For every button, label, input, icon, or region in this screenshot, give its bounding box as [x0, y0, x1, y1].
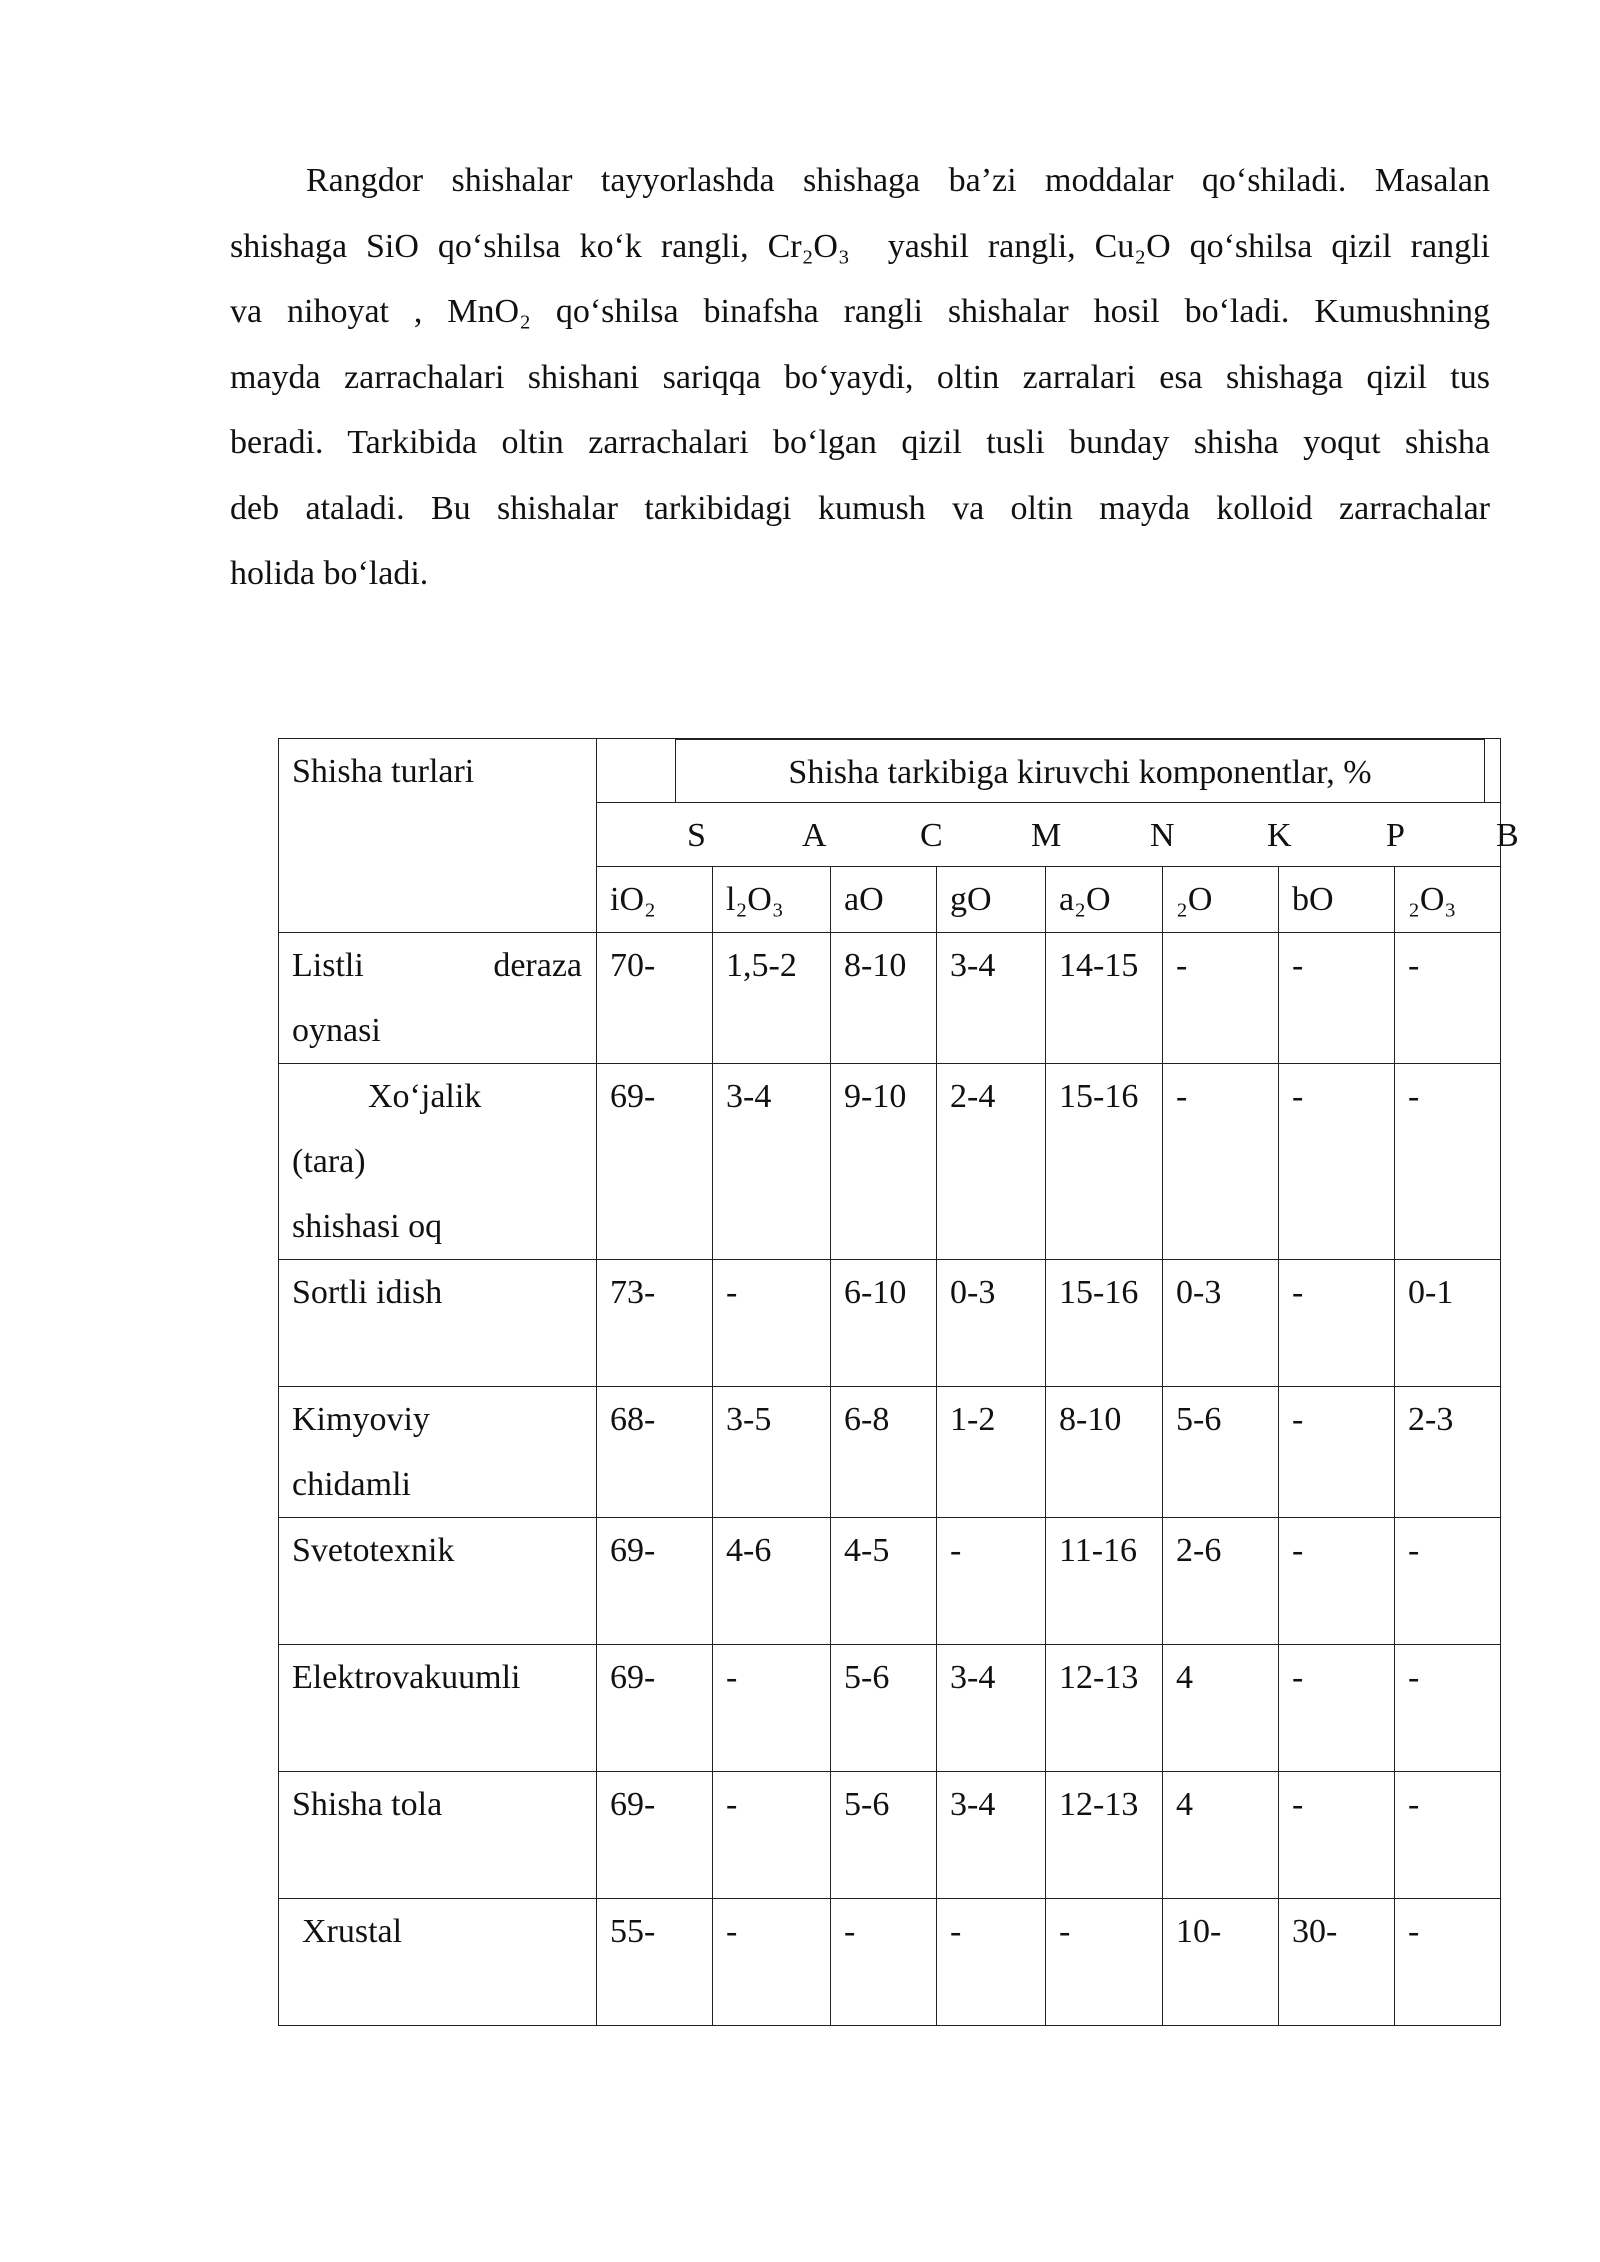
table-cell: 5-6	[831, 1645, 937, 1772]
table-cell: 69-	[597, 1645, 713, 1772]
table-cell: -	[1395, 1772, 1501, 1899]
table-cell: -	[1395, 1518, 1501, 1645]
table-cell: 2-3	[1395, 1387, 1501, 1518]
paragraph-line-text: holida bo‘ladi.	[230, 555, 429, 592]
table-cell: -	[1046, 1899, 1163, 2026]
table-cell: 3-4	[937, 933, 1046, 1064]
table-cell: 11-16	[1046, 1518, 1163, 1645]
row-name	[279, 1387, 597, 1518]
table-cell: 69-	[597, 1518, 713, 1645]
paragraph-line	[230, 541, 1490, 607]
row-name	[279, 1645, 597, 1772]
table-row	[279, 1899, 1501, 2026]
table-cell: -	[831, 1899, 937, 2026]
table-cell: 3-4	[937, 1645, 1046, 1772]
table-cell: 0-3	[1163, 1260, 1279, 1387]
table-cell: 5-6	[831, 1772, 937, 1899]
split-letter: N	[1150, 817, 1175, 854]
column-header: l₂O₃	[713, 867, 831, 933]
split-letters-cell	[597, 803, 1519, 867]
paragraph-line-text: beradi. Tarkibida oltin zarrachalari bo‘lgan qizil tusli bunday shisha yoqut shisha	[230, 424, 1490, 461]
table-cell: 69-	[597, 1772, 713, 1899]
table-cell: 2-6	[1163, 1518, 1279, 1645]
table-cell: -	[937, 1899, 1046, 2026]
header-row-group	[279, 739, 1501, 803]
group-header: Shisha tarkibiga kiruvchi komponentlar, %	[675, 739, 1485, 803]
table-cell: 15-16	[1046, 1260, 1163, 1387]
split-letter: P	[1386, 817, 1405, 854]
row-name	[279, 1518, 597, 1645]
table-cell: -	[1279, 1645, 1395, 1772]
table-cell: -	[1395, 1899, 1501, 2026]
table-cell: -	[937, 1518, 1046, 1645]
table-cell: 0-1	[1395, 1260, 1501, 1387]
table-row	[279, 1387, 1501, 1518]
row-name-word: deraza	[493, 947, 582, 984]
table-row	[279, 1064, 1501, 1260]
row-name-line: oynasi	[292, 1012, 381, 1049]
table-cell: -	[713, 1260, 831, 1387]
table-cell: 8-10	[1046, 1387, 1163, 1518]
row-name-line: Sortli idish	[292, 1274, 443, 1311]
table-cell: -	[713, 1645, 831, 1772]
table-cell: -	[1279, 1260, 1395, 1387]
row-name-line: shishasi oq	[292, 1208, 443, 1245]
intro-paragraph	[230, 148, 1490, 607]
paragraph-line	[230, 410, 1490, 476]
row-name-line: (tara)	[292, 1143, 366, 1180]
group-header-cell	[597, 739, 1501, 803]
table-cell: 10-	[1163, 1899, 1279, 2026]
table-cell: 4	[1163, 1772, 1279, 1899]
table-cell: 6-10	[831, 1260, 937, 1387]
row-name	[279, 933, 597, 1064]
table-cell: -	[713, 1899, 831, 2026]
table-cell: -	[1163, 1064, 1279, 1260]
table-cell: 70-	[597, 933, 713, 1064]
row-name	[279, 1064, 597, 1260]
paragraph-line	[230, 148, 1490, 214]
table-cell: 15-16	[1046, 1064, 1163, 1260]
split-letter: C	[920, 817, 943, 854]
table-cell: -	[713, 1772, 831, 1899]
column-header: iO₂	[597, 867, 713, 933]
table-cell: -	[1279, 1518, 1395, 1645]
paragraph-line-text: Rangdor shishalar tayyorlashda shishaga ba’zi moddalar qo‘shiladi. Masalan	[306, 162, 1490, 199]
split-letter: K	[1267, 817, 1292, 854]
paragraph-line	[230, 279, 1490, 345]
table-row	[279, 933, 1501, 1064]
table-cell: 14-15	[1046, 933, 1163, 1064]
paragraph-line-text: va nihoyat , MnO₂ qo‘shilsa binafsha rangli shishalar hosil bo‘ladi. Kumushning	[230, 293, 1490, 330]
column-header: a₂O	[1046, 867, 1163, 933]
table-row	[279, 1518, 1501, 1645]
table-cell: 3-5	[713, 1387, 831, 1518]
row-name-line: Elektrovakuumli	[292, 1659, 521, 1696]
table-cell: -	[1395, 1064, 1501, 1260]
split-letters	[597, 803, 1519, 866]
table-row	[279, 1645, 1501, 1772]
paragraph-line-text: deb ataladi. Bu shishalar tarkibidagi kumush va oltin mayda kolloid zarrachalar	[230, 489, 1490, 527]
row-name	[279, 1899, 597, 2026]
table-cell: 3-4	[937, 1772, 1046, 1899]
row-name-line: Xrustal	[302, 1913, 403, 1950]
row-name-line: Kimyoviy	[292, 1401, 430, 1438]
row-name-line: Shisha tola	[292, 1786, 443, 1823]
table-cell: 68-	[597, 1387, 713, 1518]
row-name	[279, 1772, 597, 1899]
paragraph-line	[230, 476, 1490, 542]
split-letter: S	[687, 817, 706, 854]
table-cell: 6-8	[831, 1387, 937, 1518]
table-cell: 9-10	[831, 1064, 937, 1260]
paragraph-line-text: mayda zarrachalari shishani sariqqa bo‘yaydi, oltin zarralari esa shishaga qizil tus	[230, 358, 1490, 396]
column-header: aO	[831, 867, 937, 933]
table-row	[279, 1260, 1501, 1387]
column-header: bO	[1279, 867, 1395, 933]
glass-composition-table	[278, 738, 1519, 2026]
table-cell: 4-5	[831, 1518, 937, 1645]
table-cell: -	[1395, 1645, 1501, 1772]
split-letter: B	[1496, 817, 1519, 854]
split-letter: M	[1031, 817, 1062, 854]
row-name-line	[292, 933, 596, 998]
column-header: ₂O₃	[1395, 867, 1501, 933]
table-cell: 12-13	[1046, 1645, 1163, 1772]
corner-header: Shisha turlari	[279, 739, 597, 933]
split-letter: A	[802, 817, 827, 854]
table-cell: 73-	[597, 1260, 713, 1387]
table-cell: 55-	[597, 1899, 713, 2026]
row-name	[279, 1260, 597, 1387]
table-cell: 3-4	[713, 1064, 831, 1260]
table-cell: 30-	[1279, 1899, 1395, 2026]
table-cell: -	[1395, 933, 1501, 1064]
table-cell: 4	[1163, 1645, 1279, 1772]
table-cell: 2-4	[937, 1064, 1046, 1260]
table-cell: 69-	[597, 1064, 713, 1260]
column-header: ₂O	[1163, 867, 1279, 933]
column-header: gO	[937, 867, 1046, 933]
table-cell: 12-13	[1046, 1772, 1163, 1899]
table-cell: -	[1279, 933, 1395, 1064]
row-name-line: Xo‘jalik	[368, 1078, 482, 1115]
table-cell: -	[1279, 1064, 1395, 1260]
table-cell: 0-3	[937, 1260, 1046, 1387]
paragraph-line-text: shishaga SiO qo‘shilsa ko‘k rangli, Cr₂O₃ yashil rangli, Cu₂O qo‘shilsa qizil rangli	[230, 227, 1490, 265]
row-name-line: Svetotexnik	[292, 1532, 455, 1569]
table-cell: 1-2	[937, 1387, 1046, 1518]
table-cell: -	[1279, 1387, 1395, 1518]
paragraph-line	[230, 214, 1490, 280]
row-name-word: Listli	[292, 947, 364, 984]
table-cell: 1,5-2	[713, 933, 831, 1064]
table-cell: 4-6	[713, 1518, 831, 1645]
table-cell: 8-10	[831, 933, 937, 1064]
table-row	[279, 1772, 1501, 1899]
table-cell: -	[1279, 1772, 1395, 1899]
paragraph-line	[230, 345, 1490, 411]
table-cell: -	[1163, 933, 1279, 1064]
table-cell: 5-6	[1163, 1387, 1279, 1518]
row-name-line: chidamli	[292, 1466, 411, 1503]
